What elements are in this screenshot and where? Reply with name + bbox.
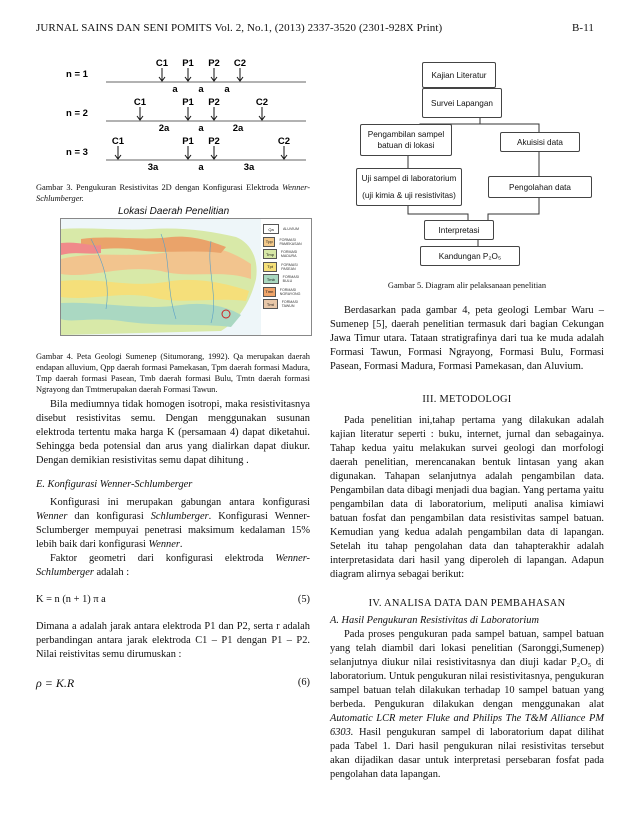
page-number: B-11 [572, 22, 594, 34]
row2-arrow-c1 [137, 107, 143, 120]
row2-c2: C2 [255, 97, 269, 108]
row2-spacing-1: 2a [158, 123, 170, 134]
equation-5-formula: K = n (n + 1) π a [36, 594, 106, 605]
row2-electrodes [134, 97, 268, 120]
row3-arrow-c2 [281, 146, 287, 159]
legend-item: Tmn FORMASI NGRAYONG [263, 286, 309, 299]
row2-p2: P2 [208, 97, 220, 108]
electrode-configuration-diagram [58, 56, 308, 174]
row1-p1: P1 [182, 58, 194, 69]
row3-electrodes [112, 136, 290, 159]
row1-spacing-3: a [224, 84, 230, 95]
uji-line-1: Uji sampel di laboratorium [361, 174, 457, 183]
row3-spacing-2: a [198, 162, 204, 173]
left-column [36, 398, 310, 690]
legend-swatch: Tpt [263, 262, 277, 272]
figure3-caption [36, 182, 310, 204]
row2-p1: P1 [182, 97, 194, 108]
equation-5-number: (5) [297, 594, 310, 605]
paragraph-konfigurasi: Konfigurasi ini merupakan gabungan antara konfigurasi Wenner dan konfigurasi Schlumberger. Konfigurasi Wenner-Sclumberger mempuyai penetrasi maksimum kedalaman 15% lebih baik dari konfigurasi Wenner. [36, 497, 310, 550]
equation-5 [36, 593, 310, 607]
heading-analisa-data: IV. ANALISA DATA DAN PEMBAHASAN [368, 598, 566, 609]
legend-swatch: Tmn [263, 287, 276, 297]
map-legend [263, 223, 309, 311]
legend-item: Tmb FORMASI BULU [263, 273, 309, 286]
row3-c1: C1 [111, 136, 125, 147]
row2-c1: C1 [133, 97, 147, 108]
box-kajian-literatur: Kajian Literatur [422, 62, 496, 88]
figure3-caption-lead: Gambar 3. Pengukuran Resistivitas 2D dengan Konfigurasi Elektroda [36, 183, 279, 192]
geologic-map [60, 218, 312, 336]
paragraph-faktor-geometri: Faktor geometri dari konfigurasi elektroda Wenner-Schlumberger adalah : [36, 553, 310, 578]
row3-p2: P2 [208, 136, 220, 147]
paragraph-hasil-pengukuran: Pada proses pengukuran pada sampel batuan, sampel batuan yang telah diambil dari lokasi penelitian (Saronggi,Sumenep) selanjutnya diukur nilai resistivitasnya dan diuji kadar P₂O₅ di laboratorium. Untuk pengukuran nilai resistivitasnya, pengukuran sampel batuan telah dilakukan terhadap 10 sampel batuan yang berbeda. Pengukuran dilakukan dengan menggunakan alat Automatic LCR meter Fluke and Philips The T&M Alliance PM 6303. Hasil pengukuran sampel di laboratorium dapat dilihat pada Tabel 1. Dari hasil pengukuran nilai resistivitas tersebut akan dijadikan dasar untuk interpretasi persebaran fosfat pada pengolahan data lapangan. [330, 629, 604, 780]
box-interpretasi: Interpretasi [424, 220, 494, 240]
row3-arrow-c1 [115, 146, 121, 159]
row1-electrodes [156, 58, 246, 81]
equation-6-number: (6) [297, 677, 310, 688]
paragraph-berdasarkan: Berdasarkan pada gambar 4, peta geologi Lembar Waru – Sumenep [5], daerah penelitian termasuk dari bagian Cekungan Jawa Timur utara. Tataan stratigrafinya dari tua ke muda adalah Formasi Tawun, Formasi Ngrayong, Formasi Bulu, Formasi Pasean, Formasi Madura, Formasi Pamekasan, dan Aluvium. [330, 305, 604, 372]
legend-swatch: Tmb [263, 274, 279, 284]
box-pengolahan-data: Pengolahan data [488, 176, 592, 198]
row3-label: n = 3 [66, 147, 88, 158]
arrow-uji-interpretasi [408, 206, 468, 220]
map-image [61, 219, 261, 335]
row2-spacings [159, 123, 244, 134]
uji-line-2: (uji kimia & uji resistivitas) [362, 191, 456, 200]
row1-arrow-p2 [211, 68, 217, 81]
row3-arrow-p2 [211, 146, 217, 159]
equation-6-formula: ρ = K.R [36, 676, 75, 690]
legend-swatch: Tmp [263, 249, 277, 259]
arrow-survei-akuisisi [480, 124, 539, 132]
box-pengambilan-sampel: Pengambilan sampel batuan di lokasi [360, 124, 452, 156]
figure3-caption-italic: Wenner-Schlumberger. [36, 183, 310, 203]
row2-label: n = 2 [66, 108, 88, 119]
row2-arrow-p2 [211, 107, 217, 120]
arrow-pengolahan-interpretasi [488, 198, 539, 220]
subheading-hasil-pengukuran: A. Hasil Pengukuran Resistivitas di Laboratorium [330, 615, 539, 626]
row1-c2: C2 [233, 58, 247, 69]
legend-item: Tpt FORMASI PASEAN [263, 261, 309, 274]
row1-arrow-p1 [185, 68, 191, 81]
journal-header: JURNAL SAINS DAN SENI POMITS Vol. 2, No.1, (2013) 2337-3520 (2301-928X Print) [36, 22, 443, 34]
map-title: Lokasi Daerah Penelitian [118, 206, 230, 217]
legend-item: Tmt FORMASI TAWUN [263, 298, 309, 311]
row2-arrow-c2 [259, 107, 265, 120]
row1-c1: C1 [155, 58, 169, 69]
row1-spacing-2: a [198, 84, 204, 95]
paragraph-semu: Bila mediumnya tidak homogen isotropi, maka resistivitasnya disebut resistivitas semu. Dengan menggunakan susunan elektroda tertentu maka harga K (persamaan 4) dapat diketahui. Sehingga beda potensial dan arus yang dialirkan dapat diukur. Dengan demikian resistivitas semu dapat dihitung . [36, 399, 310, 466]
figure4-caption: Gambar 4. Peta Geologi Sumenep (Situmorang, 1992). Qa merupakan daerah endapan alluvium, Qpp daerah formasi Pamekasan, Tpm daerah formasi Madura, Tmp daerah formasi Pasean, Tmb daerah formasi Bulu, Tmtn daerah formasi Ngrayong dan Tmtmerupakan daerah Formasi Tawun. [36, 352, 310, 394]
legend-swatch: Tpp [263, 237, 275, 247]
row2-spacing-2: a [198, 123, 204, 134]
row1-p2: P2 [208, 58, 220, 69]
figure5-caption: Gambar 5. Diagram alir pelaksanaan penelitian [387, 281, 547, 290]
right-column [330, 304, 604, 782]
heading-metodologi: III. METODOLOGI [422, 394, 512, 405]
box-uji-sampel [356, 168, 462, 206]
paragraph-dimana: Dimana a adalah jarak antara elektroda P1 dan P2, serta r adalah perbandingan antara jarak elektroda C1 – P1 dengan P1 – P2. Nilai reistivitas semu dirumuskan : [36, 621, 310, 660]
legend-item: Qa ALUVIUM [263, 223, 309, 236]
legend-swatch: Qa [263, 224, 279, 234]
row3-spacing-1: 3a [147, 162, 159, 173]
box-akuisisi-data: Akuisisi data [500, 132, 580, 152]
row1-label: n = 1 [66, 69, 88, 80]
row1-spacings [172, 84, 230, 95]
row2-spacing-3: 2a [232, 123, 244, 134]
row1-spacing-1: a [172, 84, 178, 95]
row2-arrow-p1 [185, 107, 191, 120]
equation-6 [36, 676, 310, 690]
legend-item: Tpp FORMASI PAMEKASAN [263, 236, 309, 249]
subheading-wenner-schlumberger: E. Konfigurasi Wenner-Schlumberger [36, 479, 193, 490]
row3-arrow-p1 [185, 146, 191, 159]
row3-c2: C2 [277, 136, 291, 147]
paragraph-metodologi: Pada penelitian ini,tahap pertama yang dilakukan adalah kajian literatur seperti : buku, internet, jurnal dan sebagainya. Tahap kedua yaitu melakukan survei geologi dan morfologi daerah penelitian, merencanakan bentuk lintasan yang akan digunakan. Tahapan selanjutnya adalah pengambilan data. Pengambilan data dibagi menjadi dua bagian. Yang pertama yaitu pengambilan data di laboratorium, meliputi analisa kimiawi batuan fosfat dan pengambilan data resistivitas sampel batuan. Kemudian yang kedua adalah pengambilan data di lapangan. Setelah itu tahap pengolahan data dan tahapterakhir adalah interpretasidata dari hasil yang diperoleh di lapangan. Adapun diagram alirnya sebagai berikut: [330, 415, 604, 580]
legend-swatch: Tmt [263, 299, 278, 309]
row3-p1: P1 [182, 136, 194, 147]
box-survei-lapangan: Survei Lapangan [422, 88, 502, 118]
row1-arrow-c1 [159, 68, 165, 81]
box-kandungan-p2o5: Kandungan P₂O₅ [420, 246, 520, 266]
legend-item: Tmp FORMASI MADURA [263, 248, 309, 261]
row1-arrow-c2 [237, 68, 243, 81]
row3-spacings [148, 162, 255, 173]
row3-spacing-3: 3a [243, 162, 255, 173]
